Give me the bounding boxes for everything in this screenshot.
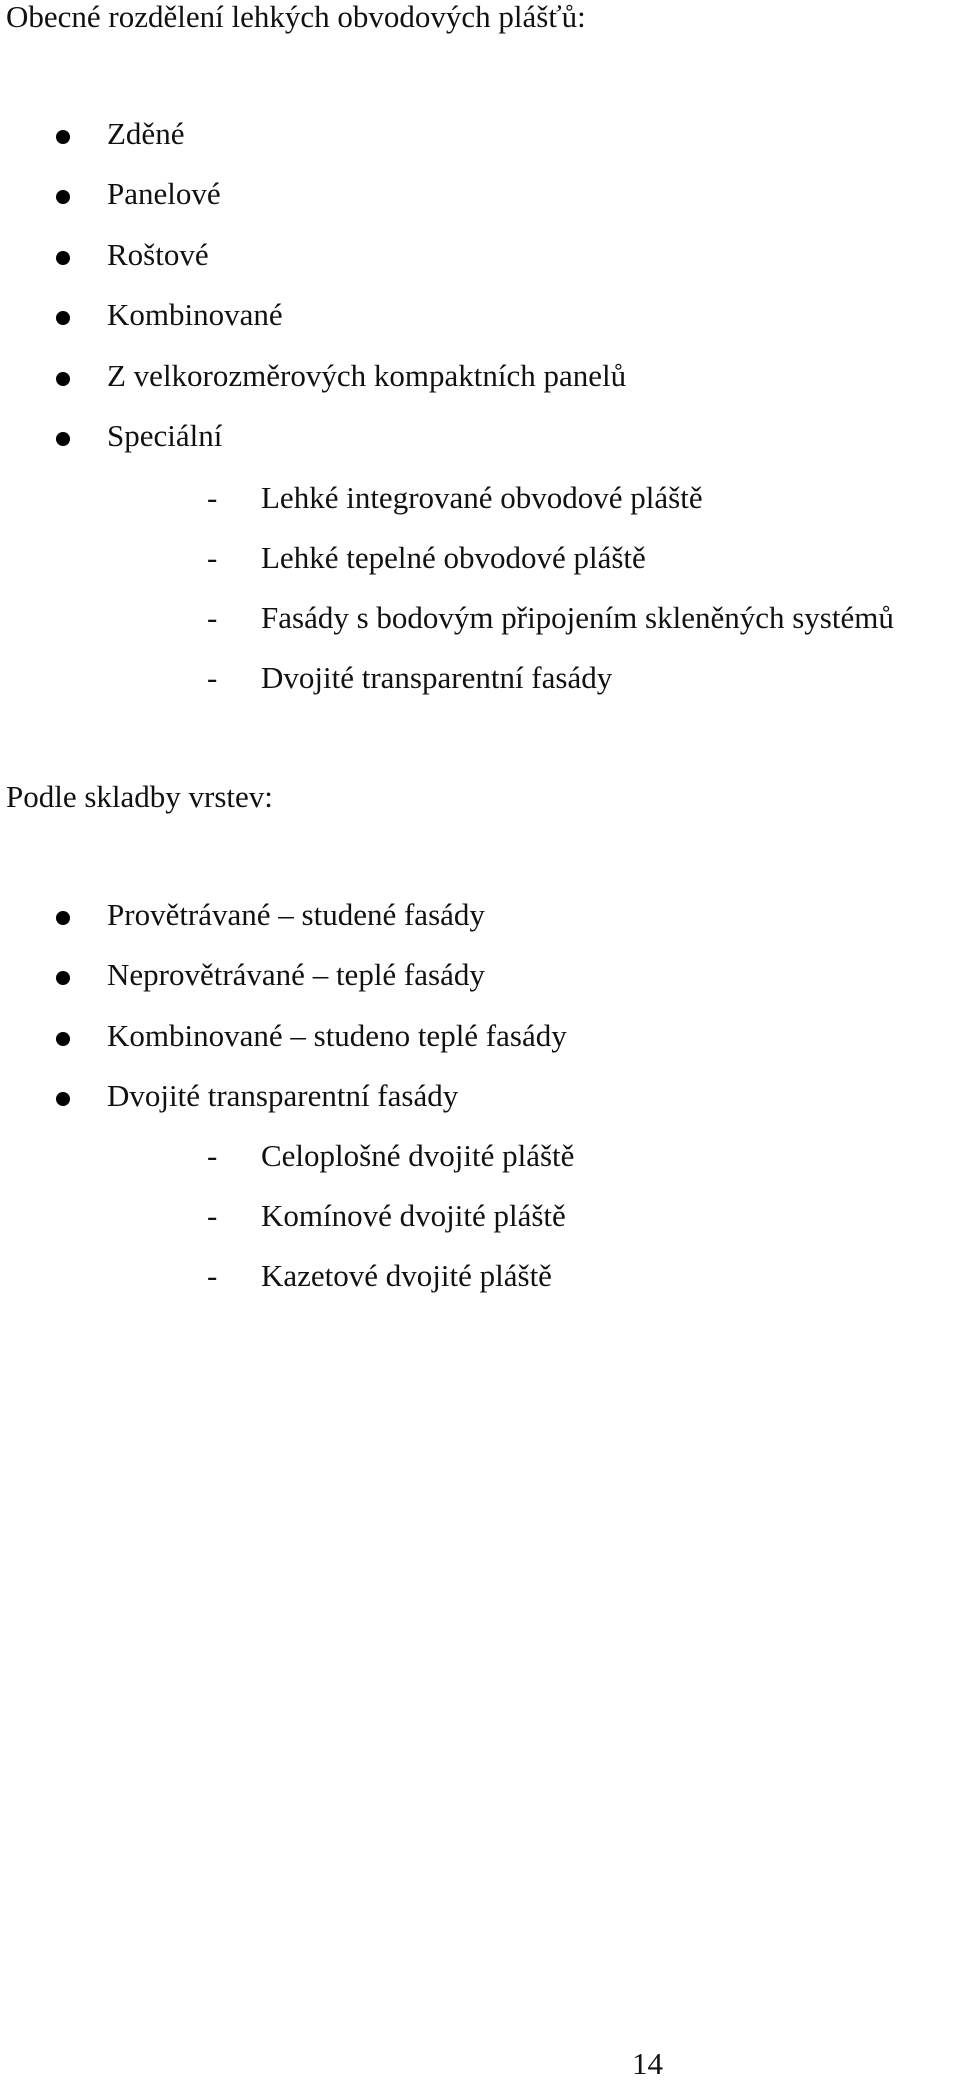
list-item-label: Zděné [107,116,185,151]
list-item-label: Z velkorozměrových kompaktních panelů [107,358,627,393]
list-item-label: Kombinované – studeno teplé fasády [107,1018,567,1053]
bullet-icon [56,130,70,144]
list-item-label: Komínové dvojité pláště [261,1198,566,1233]
bullet-icon [56,911,70,925]
bullet-icon [56,971,70,985]
list-item-label: Dvojité transparentní fasády [107,1078,459,1113]
list-item-label: Neprovětrávané – teplé fasády [107,957,485,992]
list-item-label: Provětrávané – studené fasády [107,897,485,932]
bullet-icon [56,432,70,446]
page-number: 14 [632,2046,663,2081]
list-item-label: Lehké integrované obvodové pláště [261,480,703,515]
list-item-label: Dvojité transparentní fasády [261,660,613,695]
dash-marker: - [207,1138,218,1173]
list-item-label: Roštové [107,237,209,272]
dash-marker: - [207,600,218,635]
dash-marker: - [207,480,218,515]
bullet-icon [56,372,70,386]
dash-marker: - [207,1198,218,1233]
list-item-label: Kombinované [107,297,283,332]
list-item-label: Speciální [107,418,223,453]
bullet-icon [56,190,70,204]
list-item-label: Fasády s bodovým připojením skleněných systémů [261,600,894,635]
list-item-label: Lehké tepelné obvodové pláště [261,540,646,575]
section-heading-layer-composition: Podle skladby vrstev: [6,779,273,814]
dash-marker: - [207,660,218,695]
list-item-label: Celoplošné dvojité pláště [261,1138,575,1173]
list-item-label: Kazetové dvojité pláště [261,1258,552,1293]
bullet-icon [56,1032,70,1046]
bullet-icon [56,251,70,265]
section-heading-general-division: Obecné rozdělení lehkých obvodových plášťů: [6,0,586,34]
bullet-icon [56,1092,70,1106]
bullet-icon [56,311,70,325]
dash-marker: - [207,540,218,575]
dash-marker: - [207,1258,218,1293]
list-item-label: Panelové [107,176,221,211]
